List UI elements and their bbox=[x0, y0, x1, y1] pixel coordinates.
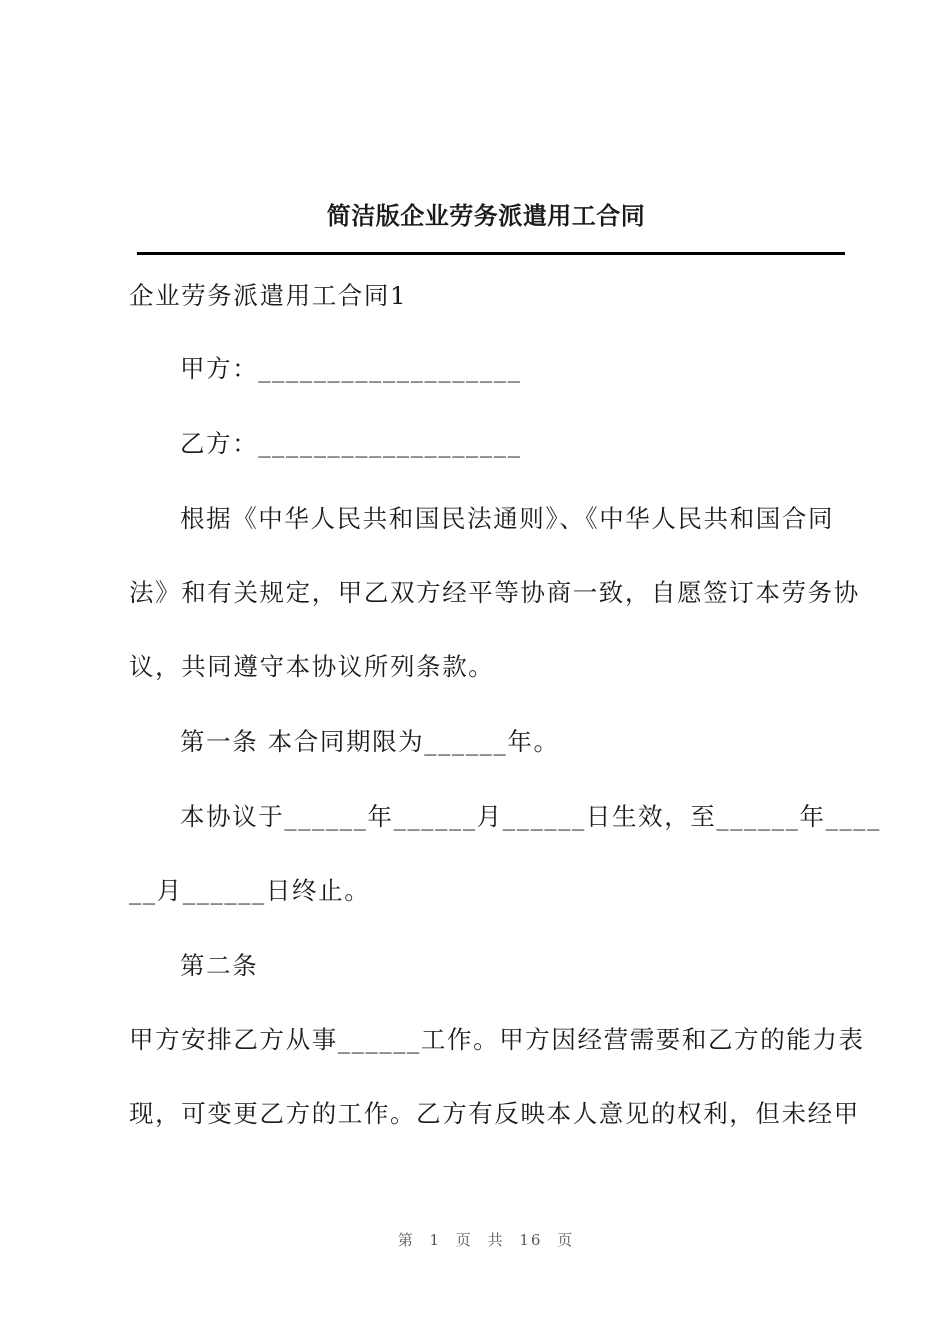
article-one-line: 第一条 本合同期限为______年。 bbox=[180, 727, 560, 756]
party-b-line: 乙方：___________________ bbox=[180, 429, 522, 458]
title-divider bbox=[137, 252, 845, 255]
body-line: 甲方安排乙方从事______工作。甲方因经营需要和乙方的能力表 bbox=[129, 1025, 865, 1054]
contract-subtitle: 企业劳务派遣用工合同1 bbox=[129, 281, 408, 310]
party-a-line: 甲方：___________________ bbox=[180, 354, 522, 383]
article-two-heading: 第二条 bbox=[180, 951, 259, 980]
document-title: 简洁版企业劳务派遣用工合同 bbox=[326, 202, 646, 230]
page-footer: 第 1 页 共 16 页 bbox=[397, 1231, 575, 1249]
body-line: 法》和有关规定，甲乙双方经平等协商一致，自愿签订本劳务协 bbox=[129, 578, 860, 607]
body-line: 议，共同遵守本协议所列条款。 bbox=[129, 652, 495, 681]
body-line: __月______日终止。 bbox=[129, 876, 371, 905]
body-line: 根据《中华人民共和国民法通则》、《中华人民共和国合同 bbox=[180, 504, 835, 533]
body-line: 现，可变更乙方的工作。乙方有反映本人意见的权利，但未经甲 bbox=[129, 1099, 860, 1128]
body-line: 本协议于______年______月______日生效，至______年____ bbox=[180, 802, 881, 831]
